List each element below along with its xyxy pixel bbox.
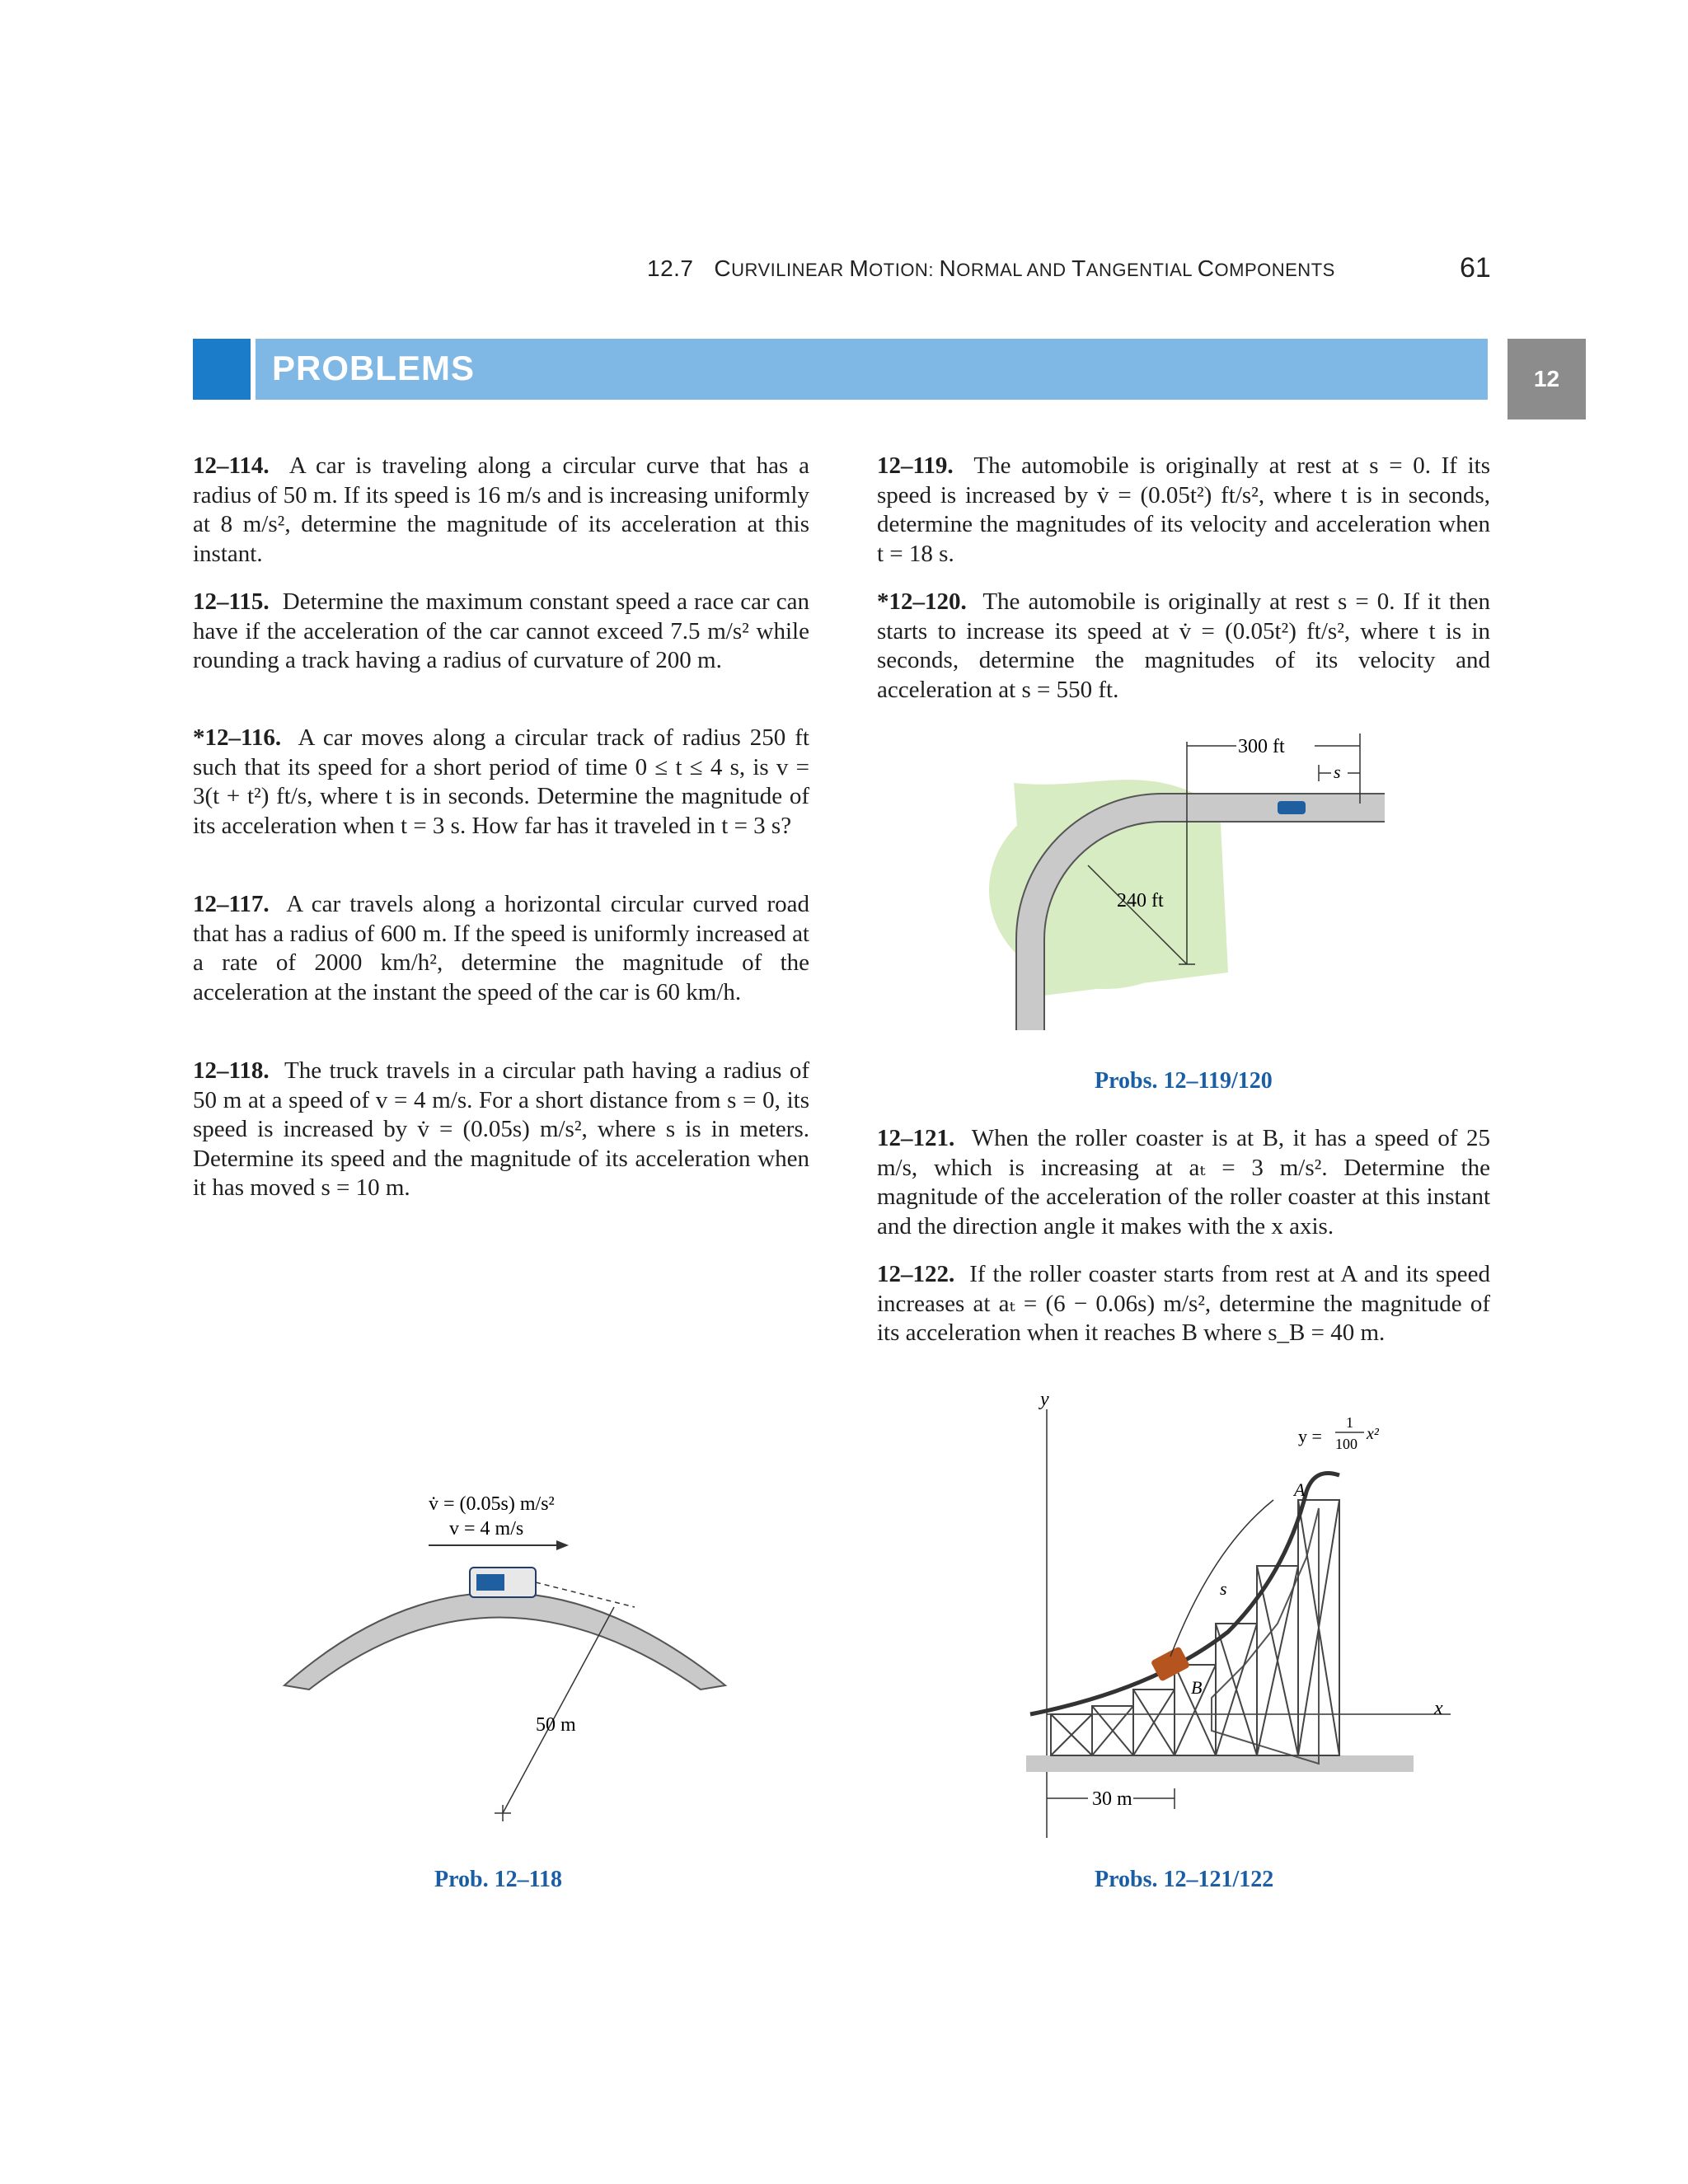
problem-text: Determine the maximum constant speed a race car can have if the acceleration of the car cannot exceed 7.5 m/s² while rounding a track having a radius of curvature of 200 m.	[193, 588, 809, 673]
problem-12-118	[193, 1057, 809, 1203]
problems-banner	[193, 339, 1488, 400]
page-number: 61	[1460, 252, 1491, 284]
banner-title: PROBLEMS	[272, 349, 476, 387]
coaster-track	[1030, 1474, 1339, 1715]
problem-12-122	[877, 1260, 1490, 1348]
problem-12-121	[877, 1124, 1490, 1241]
banner-gap	[251, 339, 256, 400]
ground	[1026, 1755, 1414, 1772]
figure-caption-121: Probs. 12–121/122	[1095, 1867, 1274, 1892]
title-part: M	[849, 255, 870, 281]
equation-lhs: y =	[1298, 1426, 1322, 1446]
problem-number: 12–119.	[877, 452, 954, 479]
figure-truck-arc	[272, 1483, 742, 1846]
problem-text: The automobile is originally at rest s = 0. If it then starts to increase its speed at v̇ = (0.05t²) ft/s², where t is in seconds, determine the magnitudes of its velocity and acceleration at s = 550 ft.	[877, 588, 1490, 703]
problem-number: 12–118.	[193, 1057, 270, 1084]
problem-number: 12–121.	[877, 1125, 955, 1151]
problem-12-115	[193, 588, 809, 676]
title-part: OMPONENTS	[1214, 260, 1335, 280]
title-part: N	[939, 255, 957, 281]
figure-road-curve	[981, 725, 1393, 1055]
title-part: C	[714, 255, 732, 281]
section-number: 12.7	[647, 255, 694, 281]
problem-text: A car moves along a circular track of radius 250 ft such that its speed for a short period of time 0 ≤ t ≤ 4 s, is v = 3(t + t²) ft/s, where t is in seconds. Determine the magnitude of its acceleration when t = 3 s. How far has it traveled in t = 3 s?	[193, 724, 809, 839]
s-label: s	[1220, 1578, 1227, 1599]
title-part: T	[1071, 255, 1086, 281]
support-lattice	[1051, 1500, 1339, 1755]
problem-number: 12–114.	[193, 452, 270, 479]
chapter-tab: 12	[1507, 339, 1586, 419]
problem-text: The automobile is originally at rest at s = 0. If its speed is increased by v̇ = (0.05t²) ft/s², where t is in seconds, determine the magnitudes of its velocity and acceleration when t = 18 s.	[877, 452, 1490, 567]
problem-text: A car travels along a horizontal circular curved road that has a radius of 600 m. If the speed is uniformly increased at a rate of 2000 km/h², determine the magnitude of the acceleration at the instant the speed of the car is 60 km/h.	[193, 891, 809, 1005]
equation-variable: x²	[1367, 1425, 1379, 1443]
dimension-300-label: 300 ft	[1238, 736, 1285, 757]
problem-12-119	[877, 452, 1490, 569]
curved-road	[284, 1593, 725, 1690]
banner-accent	[193, 339, 251, 400]
velocity-label: v = 4 m/s	[449, 1518, 524, 1540]
problem-number: 12–115.	[193, 588, 270, 615]
point-a-label: A	[1294, 1479, 1306, 1500]
figure-caption-119: Probs. 12–119/120	[1095, 1068, 1273, 1094]
problem-number: 12–117.	[193, 891, 270, 917]
problem-12-114	[193, 452, 809, 569]
running-head	[647, 255, 1335, 282]
problem-12-116	[193, 724, 809, 841]
y-axis-label: y	[1040, 1389, 1049, 1410]
title-part: ORMAL AND	[956, 260, 1072, 280]
x-axis-label: x	[1434, 1698, 1443, 1719]
truck-cab	[476, 1574, 504, 1591]
radius-line	[503, 1607, 614, 1813]
arrow-head-icon	[556, 1540, 569, 1550]
problem-text: A car is traveling along a circular curve that has a radius of 50 m. If its speed is 16 m/s and is increasing uniformly at 8 m/s², determine the magnitude of its acceleration at this instant.	[193, 452, 809, 567]
problem-12-117	[193, 890, 809, 1007]
problem-text: The truck travels in a circular path having a radius of 50 m at a speed of v = 4 m/s. For a short distance from s = 0, its speed is increased by v̇ = (0.05s) m/s², where s is in meters. Determine its speed and the magnitude of its acceleration when it has moved s = 10 m.	[193, 1057, 809, 1201]
problem-text: When the roller coaster is at B, it has a speed of 25 m/s, which is increasing at aₜ = 3 m/s². Determine the magnitude of the acceleration of the roller coaster at this instant and the direction angle it makes with the x axis.	[877, 1125, 1491, 1240]
car-icon	[1278, 801, 1306, 814]
problem-number: 12–122.	[877, 1261, 955, 1287]
vdot-label: v̇ = (0.05s) m/s²	[429, 1493, 555, 1515]
problem-12-120	[877, 588, 1490, 705]
title-part: ANGENTIAL	[1085, 260, 1198, 280]
radius-label: 240 ft	[1117, 890, 1164, 912]
equation-numerator: 1	[1346, 1414, 1353, 1431]
figure-roller-coaster	[1022, 1385, 1484, 1846]
problem-number: *12–116.	[193, 724, 282, 751]
title-part: URVILINEAR	[731, 260, 850, 280]
problem-number: *12–120.	[877, 588, 967, 615]
equation-denominator: 100	[1335, 1436, 1357, 1452]
title-part: C	[1197, 255, 1215, 281]
dimension-s-label: s	[1334, 762, 1341, 782]
radius-label: 50 m	[536, 1714, 576, 1736]
figure-caption-118: Prob. 12–118	[434, 1867, 563, 1892]
problem-text: If the roller coaster starts from rest at A and its speed increases at aₜ = (6 − 0.06s) m/s², determine the magnitude of its acceleration when it reaches B where s_B = 40 m.	[877, 1261, 1490, 1346]
point-b-label: B	[1191, 1677, 1203, 1698]
title-part: OTION:	[869, 260, 940, 280]
dimension-30m-label: 30 m	[1092, 1788, 1132, 1810]
